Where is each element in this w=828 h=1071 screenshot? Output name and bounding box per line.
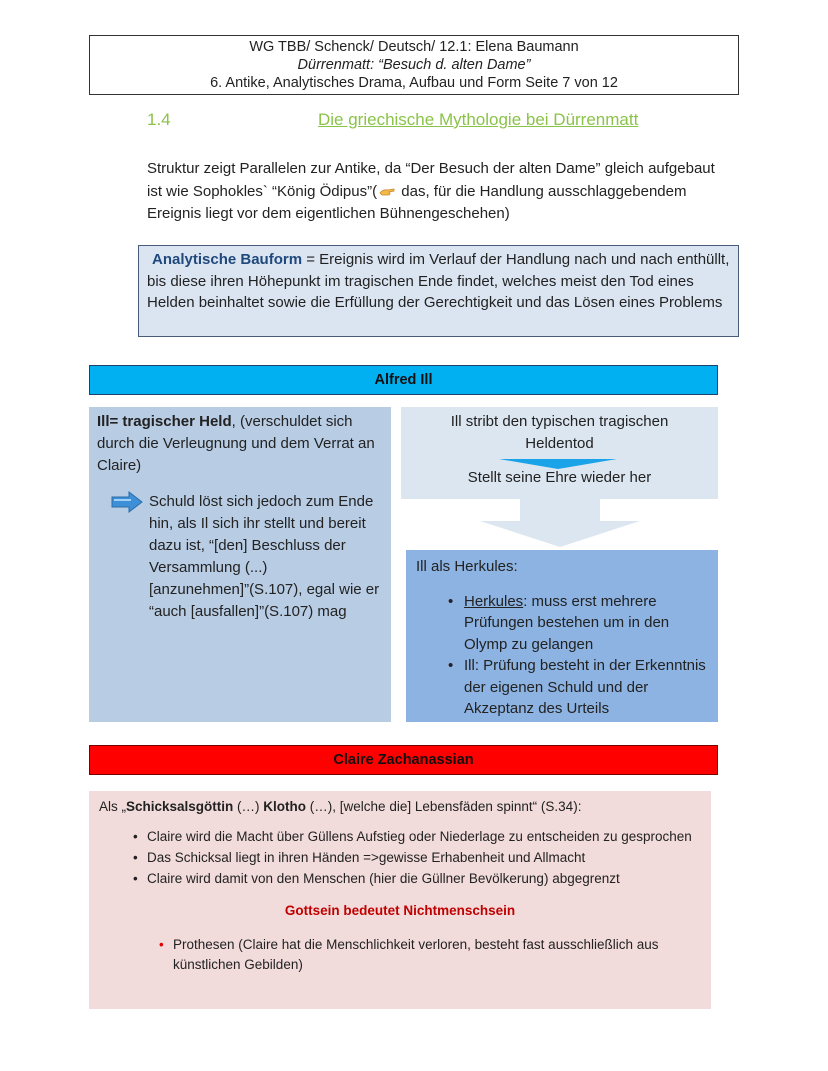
claire-intro-a: Als „ — [99, 799, 126, 814]
header-line-1: WG TBB/ Schenck/ Deutsch/ 12.1: Elena Baumann — [249, 39, 579, 55]
section-title: Die griechische Mythologie bei Dürrenmatt — [318, 110, 639, 129]
header-line-3: 6. Antike, Analytisches Drama, Aufbau und Form Seite 7 von 12 — [210, 75, 618, 91]
claire-intro-c: (…) — [233, 799, 264, 814]
claire-intro — [99, 797, 701, 817]
right-arrow-icon — [111, 491, 143, 513]
section-number: 1.4 — [147, 110, 171, 129]
intro-text-2: das, für die Handlung ausschlaggebendem Ereignis liegt vor dem eigentlichen Bühnengeschehen) — [147, 182, 687, 222]
list-item: • Das Schicksal liegt in ihren Händen =>gewisse Erhabenheit und Allmacht — [99, 848, 701, 868]
page-header — [89, 35, 739, 95]
list-item: • Claire wird die Macht über Güllens Aufstieg oder Niederlage zu entscheiden zu gesprochen — [99, 827, 701, 847]
restores-honor-text: Stellt seine Ehre wieder her — [467, 469, 652, 486]
tragic-hero-text — [97, 411, 383, 477]
hercules-list — [416, 591, 708, 720]
claire-fate-goddess: Schicksalsgöttin — [126, 799, 234, 814]
header-line-2: Dürrenmatt: “Besuch d. alten Dame” — [297, 57, 531, 73]
intro-text-1: Struktur zeigt Parallelen zur Antike, da “Der Besuch der alten Dame” gleich aufgebaut ist wie Sophokles` “König Ödipus”( — [147, 160, 715, 200]
definition-text: = Ereignis wird im Verlauf der Handlung nach und nach enthüllt, bis diese ihren Höhepunkt im tragischen Ende findet, welches meist den Tod eines Helden beinhaltet sowie die Erfüllung der Gerechtigkeit und das Lösen eines Problems — [147, 251, 730, 311]
list-item: • Claire wird damit von den Menschen (hier die Güllner Bevölkerung) abgegrenzt — [99, 869, 701, 889]
claire-tagline: Gottsein bedeutet Nichtmenschsein — [284, 903, 516, 918]
claire-panel — [89, 791, 711, 1009]
down-arrow-icon — [480, 499, 640, 547]
claire-red-list — [99, 935, 701, 975]
definition-box — [138, 245, 739, 337]
tragic-hero-panel — [89, 407, 391, 722]
hero-death-panel — [401, 407, 718, 499]
tragic-hero-label: Ill= tragischer Held — [97, 413, 232, 430]
claire-title-bar: Claire Zachanassian — [89, 745, 718, 775]
claire-list — [99, 827, 701, 889]
hero-death-text: Ill stribt den typischen tragischen Heldentod — [450, 413, 669, 452]
list-item — [416, 591, 708, 656]
hercules-text: : muss erst mehrere Prüfungen bestehen um in den Olymp zu gelangen — [464, 592, 670, 653]
definition-term: Analytische Bauform — [152, 251, 303, 268]
list-item: • Ill: Prüfung besteht in der Erkenntnis der eigenen Schuld und der Akzeptanz des Urteils — [416, 655, 708, 720]
pointing-hand-icon — [379, 187, 395, 197]
guilt-resolution-text: Schuld löst sich jedoch zum Ende hin, als Il sich ihr stellt und bereit dazu ist, “[den] Beschluss der Versammlung (...) [anzunehmen]”(S.107), egal wie er “auch [ausfallen]”(S.107) mag — [149, 493, 380, 620]
claire-klotho: Klotho — [263, 799, 307, 814]
intro-paragraph — [147, 158, 717, 226]
list-item: • Prothesen (Claire hat die Menschlichkeit verloren, besteht fast ausschließlich aus künstlichen Gebilden) — [99, 935, 701, 975]
hercules-title: Ill als Herkules: — [416, 558, 518, 575]
hercules-panel — [406, 550, 718, 722]
alfred-ill-title-bar: Alfred Ill — [89, 365, 718, 395]
claire-intro-d: (…), [welche die] Lebensfäden spinnt“ (S.34): — [306, 799, 582, 814]
hercules-term: Herkules — [464, 592, 524, 610]
tragic-hero-description: , (verschuldet sich durch die Verleugnung und dem Verrat an Claire) — [97, 413, 375, 474]
